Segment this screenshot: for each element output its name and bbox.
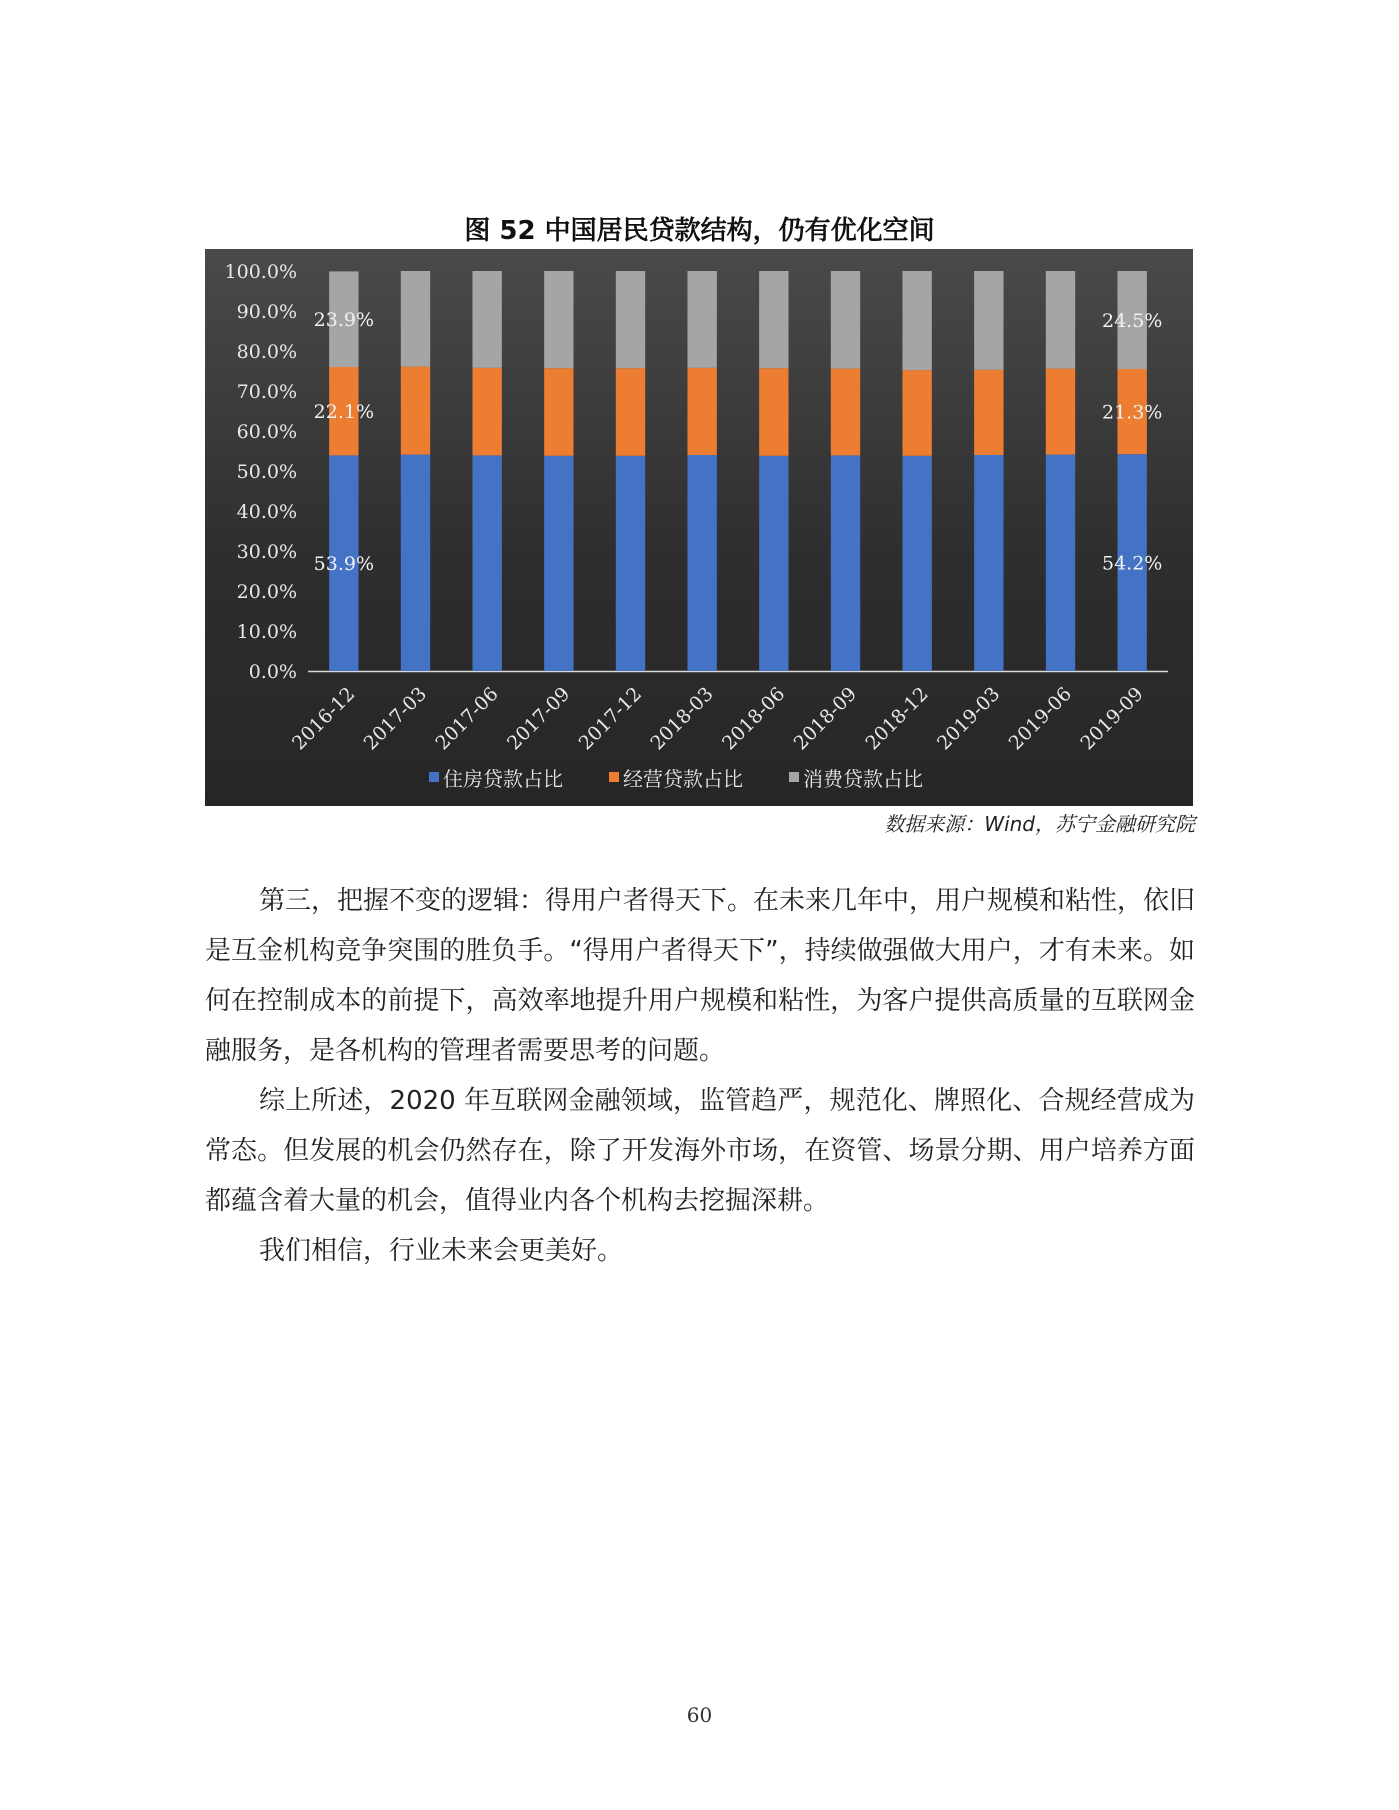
bar-segment-2 [902, 370, 931, 456]
bar-segment-3 [974, 271, 1003, 370]
bar-segment-2 [831, 369, 860, 456]
x-tick-label: 2017-12 [574, 682, 647, 755]
bar-segment-3 [687, 271, 716, 368]
x-tick-label: 2018-03 [646, 682, 718, 755]
bar-segment-3 [759, 271, 788, 368]
y-tick-label: 30.0% [236, 541, 297, 563]
bar-segment-3 [544, 271, 573, 368]
bar-segment-2 [687, 368, 716, 455]
figure-title: 图 52 中国居民贷款结构，仍有优化空间 [464, 216, 935, 246]
legend-swatch-3 [789, 772, 799, 782]
paragraph-2: 综上所述，2020 年互联网金融领域，监管趋严，规范化、牌照化、合规经营成为常态。但发展的机会仍然存在，除了开发海外市场，在资管、场景分期、用户培养方面都蕴含着大量的机会，值得业内各个机构去挖掘深耕。 [205, 1086, 1195, 1216]
data-label: 53.9% [313, 553, 375, 576]
paragraph-3: 我们相信，行业未来会更美好。 [259, 1236, 624, 1266]
x-tick-label: 2017-03 [359, 682, 432, 755]
data-label: 24.5% [1101, 310, 1163, 332]
bar-segment-2 [544, 368, 573, 456]
x-tick-label: 2019-03 [932, 682, 1005, 755]
bar-segment-2 [616, 368, 645, 456]
bar-segment-2 [401, 367, 430, 455]
bar-segment-2 [1046, 369, 1075, 455]
bar-segment-2 [759, 368, 788, 456]
data-label: 22.1% [313, 401, 375, 424]
x-tick-label: 2018-06 [717, 682, 790, 755]
legend-label-2: 经营贷款占比 [623, 767, 743, 791]
chart-svg [205, 249, 1193, 806]
bar-segment-2 [974, 370, 1003, 455]
bar-segment-1 [616, 456, 645, 671]
bar-segment-1 [472, 455, 501, 671]
bar-segment-1 [1046, 455, 1075, 671]
bar-segment-2 [472, 368, 501, 456]
bar-segment-1 [831, 455, 860, 671]
bar-segment-1 [401, 455, 430, 671]
page-number: 60 [686, 1703, 713, 1727]
bar-segment-3 [472, 271, 501, 368]
legend-label-3: 消费贷款占比 [803, 767, 923, 791]
x-tick-label: 2016-12 [287, 682, 360, 755]
data-label: 21.3% [1101, 401, 1163, 424]
y-tick-label: 80.0% [236, 341, 297, 363]
y-tick-label: 40.0% [236, 501, 297, 523]
y-tick-label: 20.0% [236, 581, 297, 603]
legend-label-1: 住房贷款占比 [443, 767, 563, 791]
bar-segment-3 [831, 271, 860, 369]
data-label: 54.2% [1101, 552, 1163, 575]
x-tick-label: 2017-06 [431, 682, 503, 755]
y-tick-label: 70.0% [236, 381, 297, 403]
data-label: 23.9% [313, 309, 375, 332]
paragraph-1: 第三，把握不变的逻辑：得用户者得天下。在未来几年中，用户规模和粘性，依旧是互金机构竞争突围的胜负手。“得用户者得天下”，持续做强做大用户，才有未来。如何在控制成本的前提下，高效率地提升用户规模和粘性，为客户提供高质量的互联网金融服务，是各机构的管理者需要思考的问题。 [205, 886, 1196, 1066]
bar-segment-3 [1046, 271, 1075, 369]
y-tick-label: 100.0% [224, 261, 297, 283]
bar-segment-1 [974, 455, 1003, 671]
x-tick-label: 2017-09 [502, 682, 575, 755]
y-tick-label: 50.0% [236, 461, 297, 483]
bar-segment-1 [544, 456, 573, 671]
x-tick-label: 2019-06 [1004, 682, 1077, 755]
bar-segment-3 [401, 271, 430, 367]
bar-segment-3 [902, 271, 931, 370]
x-tick-label: 2019-09 [1076, 682, 1148, 755]
bar-segment-3 [616, 271, 645, 368]
x-tick-label: 2018-09 [789, 682, 862, 755]
y-tick-label: 0.0% [248, 661, 297, 683]
stacked-bar-chart [205, 249, 1193, 806]
legend-swatch-1 [429, 772, 439, 782]
y-tick-label: 60.0% [236, 421, 297, 443]
bar-segment-1 [687, 455, 716, 671]
data-source: 数据来源：Wind，苏宁金融研究院 [884, 812, 1195, 836]
y-tick-label: 90.0% [236, 301, 297, 323]
bar-segment-1 [902, 456, 931, 671]
legend-swatch-2 [609, 772, 619, 782]
y-tick-label: 10.0% [236, 621, 297, 643]
bar-segment-1 [759, 456, 788, 671]
x-tick-label: 2018-12 [861, 682, 933, 755]
